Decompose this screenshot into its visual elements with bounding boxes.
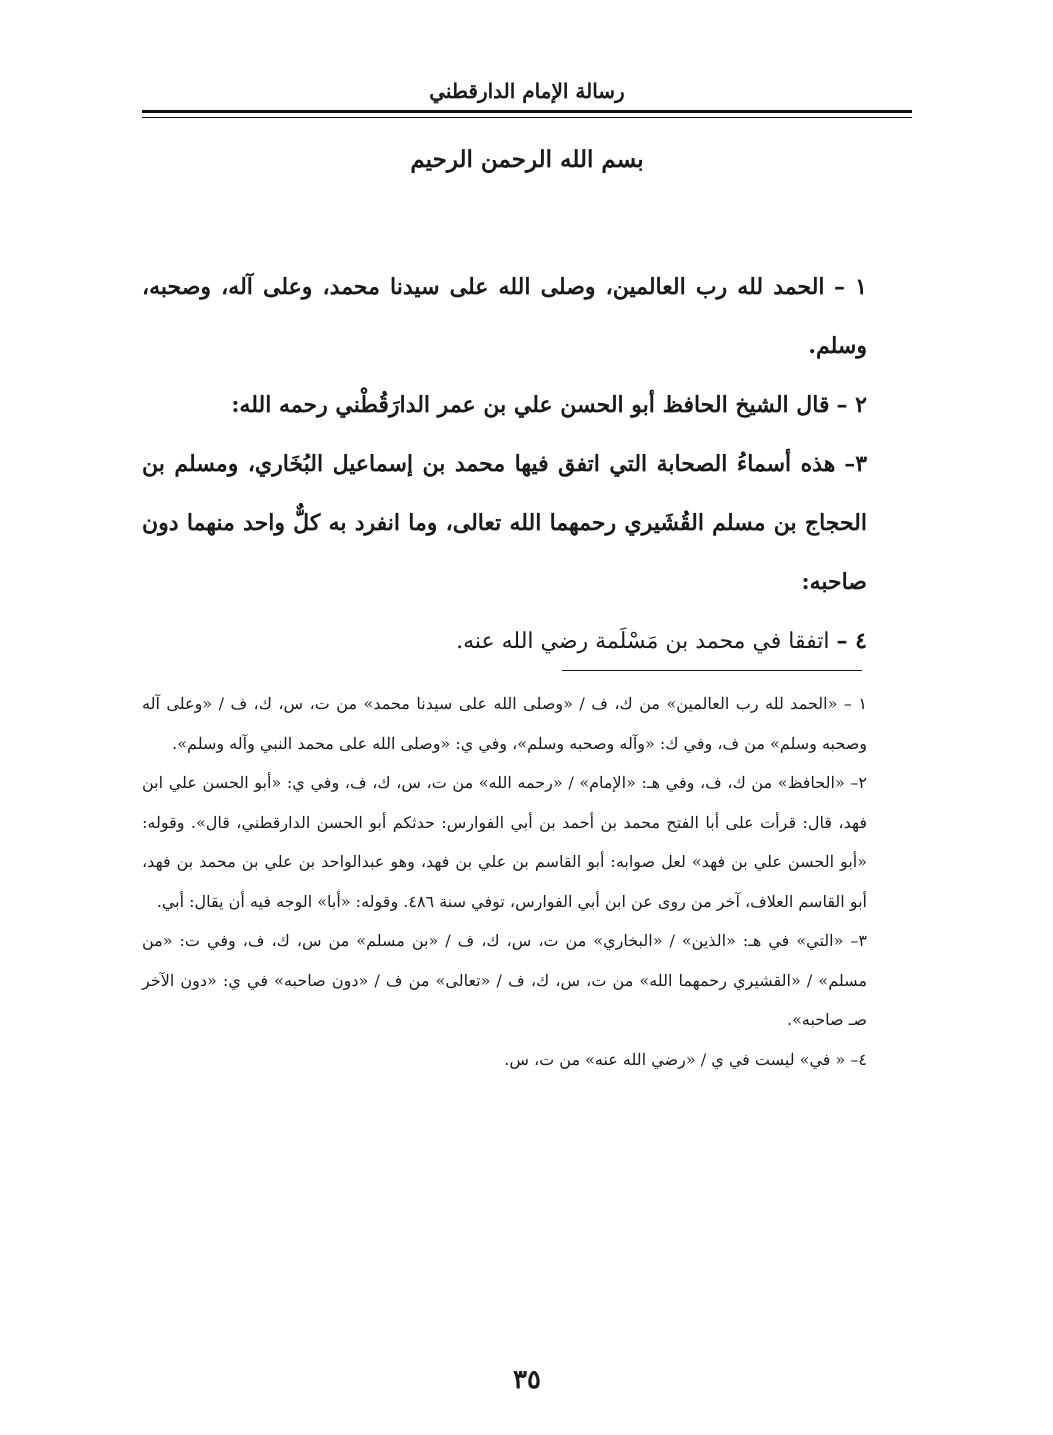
paragraph-number: ٣– bbox=[844, 451, 868, 477]
paragraph-2 bbox=[142, 376, 867, 435]
footnote-number: ٣– bbox=[850, 931, 868, 950]
paragraph-3 bbox=[142, 435, 867, 612]
main-text bbox=[142, 258, 867, 671]
header-rule-thin bbox=[142, 117, 912, 118]
footnote-2 bbox=[142, 763, 867, 921]
footnote-1 bbox=[142, 684, 867, 763]
page-number: ٣٥ bbox=[513, 1365, 541, 1395]
header-rule-thick bbox=[142, 110, 912, 113]
footnote-4 bbox=[142, 1040, 867, 1080]
footnote-text: «الحافظ» من ك، ف، وفي هـ: «الإمام» / «رحمه الله» من ت، س، ك، ف، وفي ي: «أبو الحسن علي ابن فهد، قال: قرأت على أبا الفتح محمد بن أحمد بن أبي الفوارس: حدثكم أبو الحسن الدارقطني، قال». وقوله: «أبو الحسن علي بن فهد» لعل صوابه: أبو القاسم بن علي بن فهد، وهو عبدالواحد بن علي بن محمد بن فهد، أبو القاسم العلاف، آخر من روى عن ابن أبي الفوارس، توفي سنة ٤٨٦. وقوله: «أبا» الوجه فيه أن يقال: أبي. bbox=[142, 773, 867, 911]
footnote-number: ٤– bbox=[850, 1049, 867, 1069]
footnote-number: ١ – bbox=[843, 694, 867, 713]
footnote-number: ٢– bbox=[850, 773, 867, 792]
paragraph-text: الحمد لله رب العالمين، وصلى الله على سيدنا محمد، وعلى آله، وصحبه، وسلم. bbox=[142, 274, 867, 359]
footnote-text: «الحمد لله رب العالمين» من ك، ف / «وصلى الله على سيدنا محمد» من ت، س، ك، ف / «وعلى آله وصحبه وسلم» من ف، وفي ك: «وآله وصحبه وسلم»، وفي ي: «وصلى الله على محمد النبي وآله وسلم». bbox=[142, 694, 867, 753]
basmala: بسم الله الرحمن الرحيم bbox=[410, 146, 644, 173]
footnote-3 bbox=[142, 921, 867, 1040]
paragraph-text: قال الشيخ الحافظ أبو الحسن علي بن عمر الدارَقُطْني رحمه الله: bbox=[231, 392, 830, 418]
paragraph-text: اتفقا في محمد بن مَسْلَمة رضي الله عنه. bbox=[456, 629, 830, 654]
paragraph-4 bbox=[142, 612, 867, 671]
footnote-separator bbox=[562, 670, 862, 671]
paragraph-number: ١ – bbox=[834, 274, 867, 300]
paragraph-text: هذه أسماءُ الصحابة التي اتفق فيها محمد بن إسماعيل البُخَاري، ومسلم بن الحجاج بن مسلم القُشَيري رحمهما الله تعالى، وما انفرد به كلٌّ واحد منهما دون صاحبه: bbox=[142, 451, 867, 595]
running-header: رسالة الإمام الدارقطني bbox=[429, 79, 625, 103]
paragraph-number: ٢ – bbox=[836, 392, 867, 418]
footnotes bbox=[142, 684, 867, 1079]
footnote-text: « في» ليست في ي / «رضي الله عنه» من ت، س. bbox=[504, 1049, 846, 1069]
footnote-text: «التي» في هـ: «الذين» / «البخاري» من ت، س، ك، ف / «بن مسلم» من س، ك، ف، وفي ت: «من مسلم» / «القشيري رحمهما الله» من ت، س، ك، ف / «تعالى» من ف / «دون صاحبه» في ي: «دون الآخر صـ صاحبه». bbox=[142, 931, 867, 1029]
paragraph-1 bbox=[142, 258, 867, 376]
paragraph-number: ٤ – bbox=[836, 628, 867, 654]
